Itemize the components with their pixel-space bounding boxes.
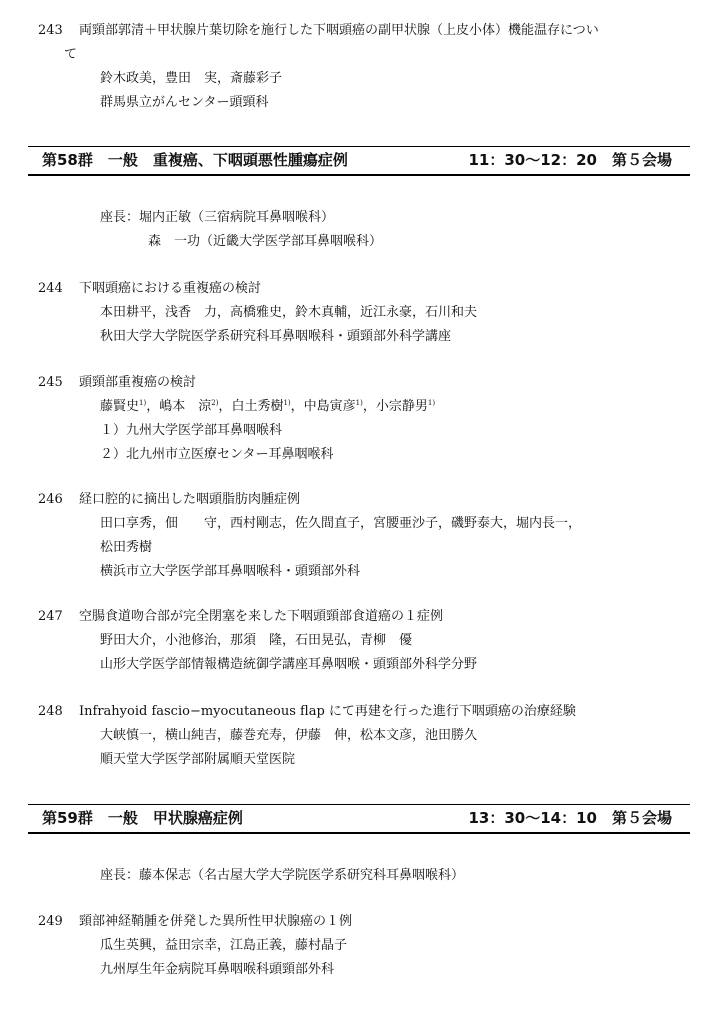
author-separator: ，: [146, 399, 160, 414]
session-chairs-58: [100, 206, 382, 254]
entry-affiliation: 順天堂大学医学部附属順天堂医院: [100, 752, 296, 767]
author-separator: ，: [290, 399, 304, 414]
affiliation-mark: 1): [427, 399, 436, 407]
author-separator: ，: [362, 399, 376, 414]
abstract-entry-245: [38, 371, 698, 467]
entry-title-line: [38, 371, 698, 395]
entry-title: 空腸食道吻合部が完全閉塞を来した下咽頭頸部食道癌の１症例: [79, 609, 444, 624]
session-header-59: [28, 804, 690, 834]
session-time-room: 11：30〜12：20 第５会場: [468, 151, 672, 169]
entry-title-line: [38, 605, 698, 629]
entry-title-line: [38, 488, 698, 512]
abstract-entry-249: [38, 910, 698, 982]
entry-title-line: [38, 19, 698, 43]
author-name: 嶋本 涼: [159, 399, 212, 414]
entry-title: 両頸部郭清＋甲状腺片葉切除を施行した下咽頭癌の副甲状腺（上皮小体）機能温存につい: [79, 23, 599, 38]
entry-affiliation: 山形大学医学部情報構造統御学講座耳鼻咽喉・頭頸部外科学分野: [100, 657, 478, 672]
abstract-entry-243: [38, 19, 698, 115]
entry-affiliation: 九州厚生年金病院耳鼻咽喉科頭頸部外科: [100, 962, 335, 977]
author-name: 小宗静男: [375, 399, 428, 414]
entry-affiliation: ２）北九州市立医療センター耳鼻咽喉科: [100, 447, 334, 462]
abstract-entry-248: [38, 700, 698, 772]
affiliation-mark: 1): [283, 399, 291, 407]
chair-line: 森 一功（近畿大学医学部耳鼻咽喉科）: [148, 234, 383, 249]
session-header-58: [28, 146, 690, 176]
author-name: 藤賢史: [100, 399, 140, 414]
entry-number: 243: [38, 23, 63, 38]
entry-number: 246: [38, 492, 63, 507]
entry-authors: 瓜生英興，益田宗幸，江島正義，藤村晶子: [100, 938, 348, 953]
entry-number: 244: [38, 281, 63, 296]
entry-affiliation: 横浜市立大学医学部耳鼻咽喉科・頭頸部外科: [100, 564, 361, 579]
affiliation-mark: 1): [139, 399, 147, 407]
session-time-room: 13：30〜14：10 第５会場: [468, 809, 672, 827]
entry-title: Infrahyoid fascio−myocutaneous flap にて再建を行った進行下咽頭癌の治療経験: [79, 704, 576, 719]
entry-authors: 野田大介，小池修治，那須 隆，石田晃弘，青柳 優: [100, 633, 413, 648]
affiliation-mark: 1): [355, 399, 363, 407]
entry-number: 249: [38, 914, 63, 929]
entry-affiliation: １）九州大学医学部耳鼻咽喉科: [100, 423, 283, 438]
session-heading: 第59群 一般 甲状腺癌症例: [42, 809, 243, 827]
session-heading: 第58群 一般 重複癌、下咽頭悪性腫瘍症例: [42, 151, 348, 169]
session-chairs-59: [100, 864, 464, 888]
entry-authors: 本田耕平，浅香 力，高橋雅史，鈴木真輔，近江永豪，石川和夫: [100, 305, 478, 320]
entry-number: 248: [38, 704, 63, 719]
entry-title-line: [38, 700, 698, 724]
entry-authors: 田口享秀，佃 守，西村剛志，佐久間直子，宮腰亜沙子，磯野泰大，堀内長一，: [100, 516, 582, 531]
entry-authors: 鈴木政美，豊田 実，斎藤彩子: [100, 71, 283, 86]
entry-title: 頭頸部重複癌の検討: [79, 375, 197, 390]
entry-number: 247: [38, 609, 63, 624]
entry-number: 245: [38, 375, 63, 390]
entry-affiliation: 秋田大学大学院医学系研究科耳鼻咽喉科・頭頸部外科学講座: [100, 329, 452, 344]
entry-affiliation: 群馬県立がんセンター頭頸科: [100, 95, 269, 110]
entry-authors: [38, 395, 698, 419]
entry-title-line: [38, 910, 698, 934]
chair-line: 座長：藤本保志（名古屋大学大学院医学系研究科耳鼻咽喉科）: [100, 868, 465, 883]
entry-authors-continued: 松田秀樹: [100, 540, 153, 555]
entry-title: 経口腔的に摘出した咽頭脂肪肉腫症例: [79, 492, 301, 507]
entry-title-line: [38, 277, 698, 301]
entry-title-continued: て: [64, 47, 78, 62]
abstract-entry-246: [38, 488, 698, 584]
chair-line: 座長：堀内正敏（三宿病院耳鼻咽喉科）: [100, 210, 335, 225]
author-separator: ，: [218, 399, 232, 414]
entry-title: 下咽頭癌における重複癌の検討: [79, 281, 262, 296]
author-name: 中島寅彦: [303, 399, 356, 414]
entry-title: 頸部神経鞘腫を併発した異所性甲状腺癌の１例: [79, 914, 353, 929]
affiliation-mark: 2): [211, 399, 219, 407]
entry-authors: 大峡慎一，横山純吉，藤巻充寿，伊藤 伸，松本文彦，池田勝久: [100, 728, 478, 743]
abstract-entry-247: [38, 605, 698, 677]
abstract-entry-244: [38, 277, 698, 349]
author-name: 白土秀樹: [231, 399, 284, 414]
